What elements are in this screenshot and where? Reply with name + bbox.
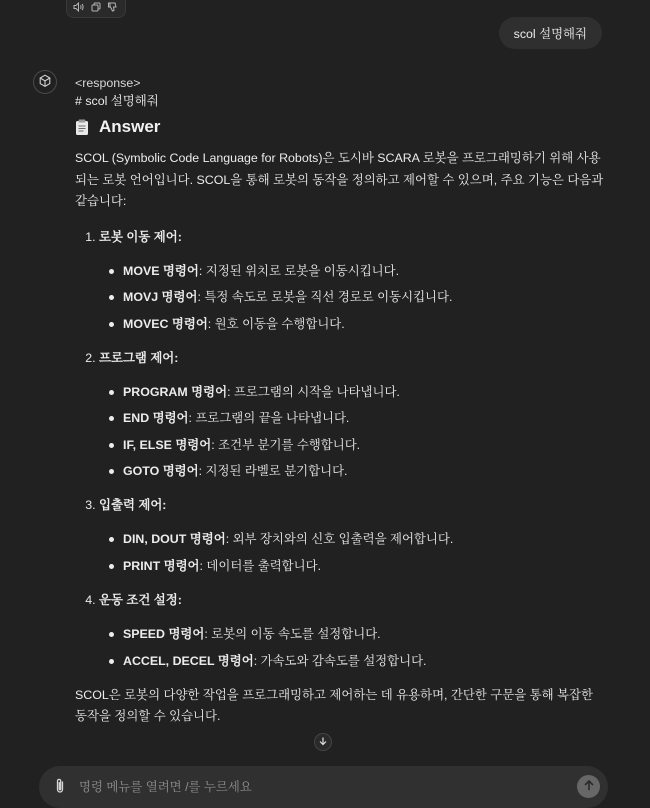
command-desc: : 외부 장치와의 신호 입출력을 제어합니다. [225, 532, 454, 547]
message-input[interactable] [79, 777, 559, 797]
section-title: 3. 입출력 제어: [99, 498, 167, 513]
command-desc: : 특정 속도로 로봇을 직선 경로로 이동시킵니다. [197, 290, 453, 305]
speaker-icon[interactable] [73, 1, 85, 11]
arrow-down-icon [318, 735, 328, 749]
intro-paragraph: SCOL (Symbolic Code Language for Robots)은 도시바 SCARA 로봇을 프로그래밍하기 위해 사용되는 로봇 언어입니다. SCOL을 통해 로봇의 동작을 정의하고 제어할 수 있으며, 주요 기능은 다음과 같습니다: [75, 151, 604, 208]
list-item [109, 382, 605, 402]
answer-title-text: Answer [99, 117, 161, 137]
command-desc: : 프로그램의 끝을 나타냅니다. [188, 411, 350, 426]
command-list [99, 529, 605, 576]
section-title: 4. 운동 조건 설정: [99, 593, 182, 608]
user-message-text: scol 설명해줘 [513, 27, 587, 41]
command-term: MOVJ 명령어 [123, 290, 198, 305]
thumbs-down-icon[interactable] [107, 1, 119, 11]
answer-title [75, 114, 605, 140]
command-list [99, 261, 605, 334]
command-desc: : 지정된 라벨로 분기합니다. [198, 464, 348, 479]
list-item [109, 287, 605, 307]
list-item [109, 261, 605, 281]
command-term: PROGRAM 명령어 [123, 384, 228, 399]
assistant-logo-icon [38, 74, 52, 91]
command-desc: : 지정된 위치로 로봇을 이동시킵니다. [198, 263, 400, 278]
command-term: MOVE 명령어 [123, 263, 199, 278]
memo-icon [75, 119, 89, 136]
command-term: GOTO 명령어 [123, 464, 199, 479]
user-message-bubble [499, 17, 602, 49]
list-item [109, 651, 605, 671]
section-item [99, 227, 605, 334]
command-desc: : 조건부 분기를 수행합니다. [211, 437, 361, 452]
command-list [99, 382, 605, 482]
list-item [109, 624, 605, 644]
message-composer [39, 766, 608, 808]
command-term: MOVEC 명령어 [123, 316, 208, 331]
list-item [109, 556, 605, 576]
command-desc: : 가속도와 감속도를 설정합니다. [253, 653, 427, 668]
section-item [99, 590, 605, 671]
list-item [109, 435, 605, 455]
command-term: END 명령어 [123, 411, 189, 426]
heading-line: # scol 설명해줘 [75, 94, 159, 108]
section-item [99, 495, 605, 576]
section-item [99, 348, 605, 482]
list-item [109, 461, 605, 481]
command-desc: : 로봇의 이동 속도를 설정합니다. [204, 627, 381, 642]
command-list [99, 624, 605, 671]
response-tag: <response> [75, 76, 141, 90]
conclusion-paragraph: SCOL은 로봇의 다양한 작업을 프로그래밍하고 제어하는 데 유용하며, 간단한 구문을 통해 복잡한 동작을 정의할 수 있습니다. [75, 687, 593, 724]
command-desc: : 원호 이동을 수행합니다. [207, 316, 345, 331]
assistant-avatar [33, 70, 57, 94]
command-term: SPEED 명령어 [123, 627, 205, 642]
assistant-message [75, 74, 605, 728]
arrow-up-icon [583, 779, 595, 794]
command-term: PRINT 명령어 [123, 559, 200, 574]
command-term: IF, ELSE 명령어 [123, 437, 212, 452]
command-term: ACCEL, DECEL 명령어 [123, 653, 254, 668]
command-desc: : 데이터를 출력합니다. [199, 559, 322, 574]
message-action-bar [66, 0, 126, 18]
section-list [75, 227, 605, 671]
section-title: 1. 로봇 이동 제어: [99, 229, 182, 244]
command-term: DIN, DOUT 명령어 [123, 532, 226, 547]
list-item [109, 529, 605, 549]
list-item [109, 314, 605, 334]
list-item [109, 408, 605, 428]
scroll-to-bottom-button[interactable] [314, 733, 332, 751]
copy-icon[interactable] [90, 1, 102, 11]
command-desc: : 프로그램의 시작을 나타냅니다. [227, 384, 400, 399]
section-title: 2. 프로그램 제어: [99, 350, 179, 365]
paperclip-icon[interactable] [53, 777, 67, 795]
send-button[interactable] [577, 775, 600, 798]
